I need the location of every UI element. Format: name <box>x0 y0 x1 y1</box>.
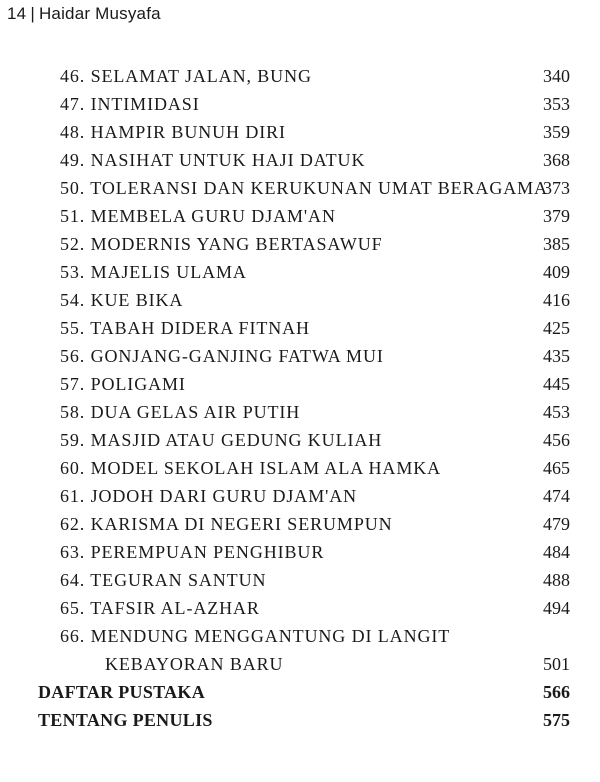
entry-page: 379 <box>543 206 570 226</box>
entry-title-line1: 66. MENDUNG MENGGANTUNG DI LANGIT <box>60 626 451 646</box>
toc-entry[interactable] <box>60 202 570 230</box>
toc-entry[interactable] <box>60 482 570 510</box>
entry-page: 409 <box>543 262 570 282</box>
toc-entry[interactable] <box>60 62 570 90</box>
running-head <box>7 4 161 24</box>
entry-title: 50. TOLERANSI DAN KERUKUNAN UMAT BERAGAMA <box>60 178 548 198</box>
entry-title: 51. MEMBELA GURU DJAM'AN <box>60 206 336 226</box>
entry-page: 456 <box>543 430 570 450</box>
toc-entry[interactable] <box>60 118 570 146</box>
entry-page: 453 <box>543 402 570 422</box>
entry-title: 61. JODOH DARI GURU DJAM'AN <box>60 486 358 506</box>
entry-page: 488 <box>543 570 570 590</box>
toc-entry[interactable] <box>60 174 570 202</box>
entry-title: 62. KARISMA DI NEGERI SERUMPUN <box>60 514 393 534</box>
entry-title: 57. POLIGAMI <box>60 374 186 394</box>
toc-entry[interactable] <box>60 230 570 258</box>
toc-entry[interactable] <box>60 286 570 314</box>
toc-entry[interactable] <box>60 426 570 454</box>
entry-title: 55. TABAH DIDERA FITNAH <box>60 318 310 338</box>
entry-page: 566 <box>543 682 570 702</box>
entry-page: 494 <box>543 598 570 618</box>
entry-page: 359 <box>543 122 570 142</box>
author-name: Haidar Musyafa <box>38 4 161 23</box>
toc-entry-about-author[interactable] <box>38 706 570 734</box>
entry-title: 52. MODERNIS YANG BERTASAWUF <box>60 234 383 254</box>
entry-title <box>60 622 450 678</box>
entry-page: 435 <box>543 346 570 366</box>
toc-entry[interactable] <box>60 370 570 398</box>
header-separator: | <box>30 4 35 23</box>
toc-entry[interactable] <box>60 566 570 594</box>
toc-entry[interactable] <box>60 510 570 538</box>
toc-entry[interactable] <box>60 258 570 286</box>
entry-title: 60. MODEL SEKOLAH ISLAM ALA HAMKA <box>60 458 442 478</box>
toc-entry[interactable] <box>60 90 570 118</box>
entry-title: 58. DUA GELAS AIR PUTIH <box>60 402 301 422</box>
entry-title-line2: KEBAYORAN BARU <box>105 654 284 674</box>
entry-page: 385 <box>543 234 570 254</box>
toc-entry-bibliography[interactable] <box>38 678 570 706</box>
entry-page: 353 <box>543 94 570 114</box>
toc-entry[interactable] <box>60 594 570 622</box>
entry-title: 64. TEGURAN SANTUN <box>60 570 267 590</box>
entry-page: 416 <box>543 290 570 310</box>
page-number: 14 <box>7 4 27 23</box>
entry-title: 65. TAFSIR AL-AZHAR <box>60 598 260 618</box>
entry-page: 373 <box>543 178 570 198</box>
entry-title: 59. MASJID ATAU GEDUNG KULIAH <box>60 430 383 450</box>
entry-title: 63. PEREMPUAN PENGHIBUR <box>60 542 325 562</box>
entry-title: 54. KUE BIKA <box>60 290 184 310</box>
entry-page: 465 <box>543 458 570 478</box>
entry-title: 48. HAMPIR BUNUH DIRI <box>60 122 286 142</box>
toc-entry[interactable] <box>60 342 570 370</box>
entry-page: 340 <box>543 66 570 86</box>
entry-page: 484 <box>543 542 570 562</box>
entry-page: 368 <box>543 150 570 170</box>
toc-entry[interactable] <box>60 314 570 342</box>
toc-entry[interactable] <box>60 454 570 482</box>
entry-title: 56. GONJANG-GANJING FATWA MUI <box>60 346 384 366</box>
entry-title: 47. INTIMIDASI <box>60 94 200 114</box>
entry-title: DAFTAR PUSTAKA <box>38 682 206 702</box>
entry-page: 501 <box>543 654 570 674</box>
toc-entry[interactable] <box>60 146 570 174</box>
entry-title: 46. SELAMAT JALAN, BUNG <box>60 66 312 86</box>
toc-entry-multiline[interactable] <box>60 622 570 678</box>
toc-entry[interactable] <box>60 398 570 426</box>
entry-title: TENTANG PENULIS <box>38 710 213 730</box>
table-of-contents <box>38 62 570 734</box>
entry-page: 479 <box>543 514 570 534</box>
entry-title: 49. NASIHAT UNTUK HAJI DATUK <box>60 150 366 170</box>
entry-page: 425 <box>543 318 570 338</box>
entry-page: 474 <box>543 486 570 506</box>
toc-entry[interactable] <box>60 538 570 566</box>
entry-page: 445 <box>543 374 570 394</box>
entry-title: 53. MAJELIS ULAMA <box>60 262 247 282</box>
entry-page: 575 <box>543 710 570 730</box>
